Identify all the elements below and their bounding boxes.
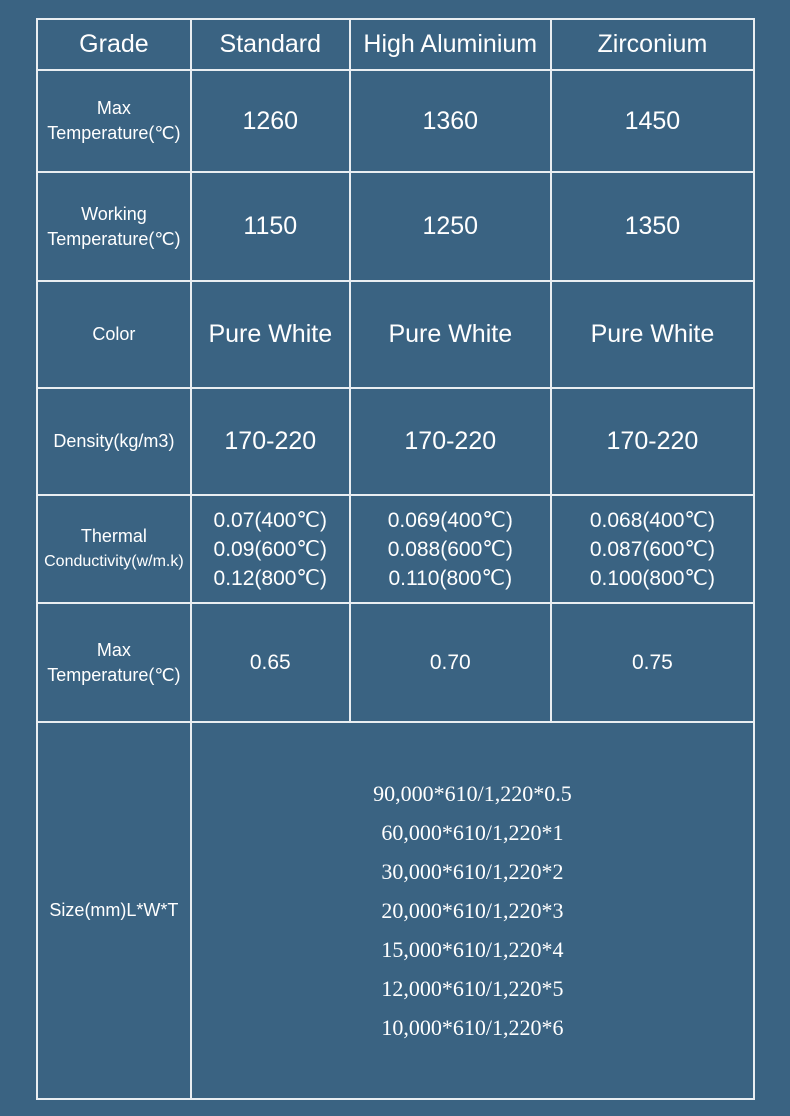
row-label-line: Temperature(℃)	[47, 228, 181, 249]
row-label	[37, 495, 191, 603]
table-cell: 0.65	[191, 603, 350, 722]
size-list-cell	[191, 722, 754, 1099]
size-value: 12,000*610/1,220*5	[381, 976, 564, 1001]
row-label-line: Thermal	[80, 526, 147, 546]
table-cell: 170-220	[350, 388, 551, 495]
spec-table	[36, 18, 755, 1100]
table-cell: 0.75	[551, 603, 754, 722]
row-label: Color	[37, 281, 191, 388]
table-cell: 0.70	[350, 603, 551, 722]
row-label-line: Max	[96, 639, 131, 660]
table-cell	[350, 495, 551, 603]
table-cell: 1360	[350, 70, 551, 172]
conductivity-value: 0.12(800℃)	[213, 566, 328, 590]
row-working-temperature	[37, 172, 754, 281]
row-thermal-conductivity	[37, 495, 754, 603]
table-cell: 170-220	[551, 388, 754, 495]
row-label: Density(kg/m3)	[37, 388, 191, 495]
row-max-temperature-2	[37, 603, 754, 722]
table-cell: Pure White	[191, 281, 350, 388]
header-row	[37, 19, 754, 70]
row-color	[37, 281, 754, 388]
table-cell: 1150	[191, 172, 350, 281]
conductivity-value: 0.09(600℃)	[213, 537, 328, 561]
conductivity-value: 0.100(800℃)	[589, 566, 715, 590]
header-cell-grade: Grade	[37, 19, 191, 70]
table-cell: 1350	[551, 172, 754, 281]
row-size	[37, 722, 754, 1099]
size-value: 60,000*610/1,220*1	[381, 820, 564, 845]
table-cell: 1250	[350, 172, 551, 281]
row-label-line: Temperature(℃)	[47, 123, 181, 143]
row-density	[37, 388, 754, 495]
row-label	[37, 172, 191, 281]
table-cell: 1450	[551, 70, 754, 172]
conductivity-value: 0.07(400℃)	[213, 508, 328, 532]
row-label: Size(mm)L*W*T	[37, 722, 191, 1099]
row-label-line: Conductivity(w/m.k)	[44, 553, 184, 570]
conductivity-value: 0.088(600℃)	[387, 537, 513, 561]
row-max-temperature	[37, 70, 754, 172]
table-cell	[551, 495, 754, 603]
header-cell-high-aluminium: High Aluminium	[350, 19, 551, 70]
header-cell-zirconium: Zirconium	[551, 19, 754, 70]
conductivity-value: 0.110(800℃)	[388, 566, 513, 590]
conductivity-value: 0.069(400℃)	[387, 508, 513, 532]
size-value: 15,000*610/1,220*4	[381, 937, 564, 962]
table-cell: Pure White	[350, 281, 551, 388]
table-cell: 1260	[191, 70, 350, 172]
size-value: 30,000*610/1,220*2	[381, 859, 564, 884]
row-label-line: Working	[81, 203, 147, 224]
table-cell: 170-220	[191, 388, 350, 495]
size-value: 10,000*610/1,220*6	[381, 1015, 564, 1040]
conductivity-value: 0.068(400℃)	[589, 508, 715, 532]
spec-table-container	[36, 18, 755, 1100]
size-value: 20,000*610/1,220*3	[381, 898, 564, 923]
row-label-line: Temperature(℃)	[47, 664, 181, 685]
table-cell: Pure White	[551, 281, 754, 388]
size-value: 90,000*610/1,220*0.5	[373, 781, 572, 806]
conductivity-value: 0.087(600℃)	[589, 537, 715, 561]
header-cell-standard: Standard	[191, 19, 350, 70]
row-label	[37, 70, 191, 172]
row-label	[37, 603, 191, 722]
table-cell	[191, 495, 350, 603]
row-label-line: Max	[96, 98, 131, 118]
